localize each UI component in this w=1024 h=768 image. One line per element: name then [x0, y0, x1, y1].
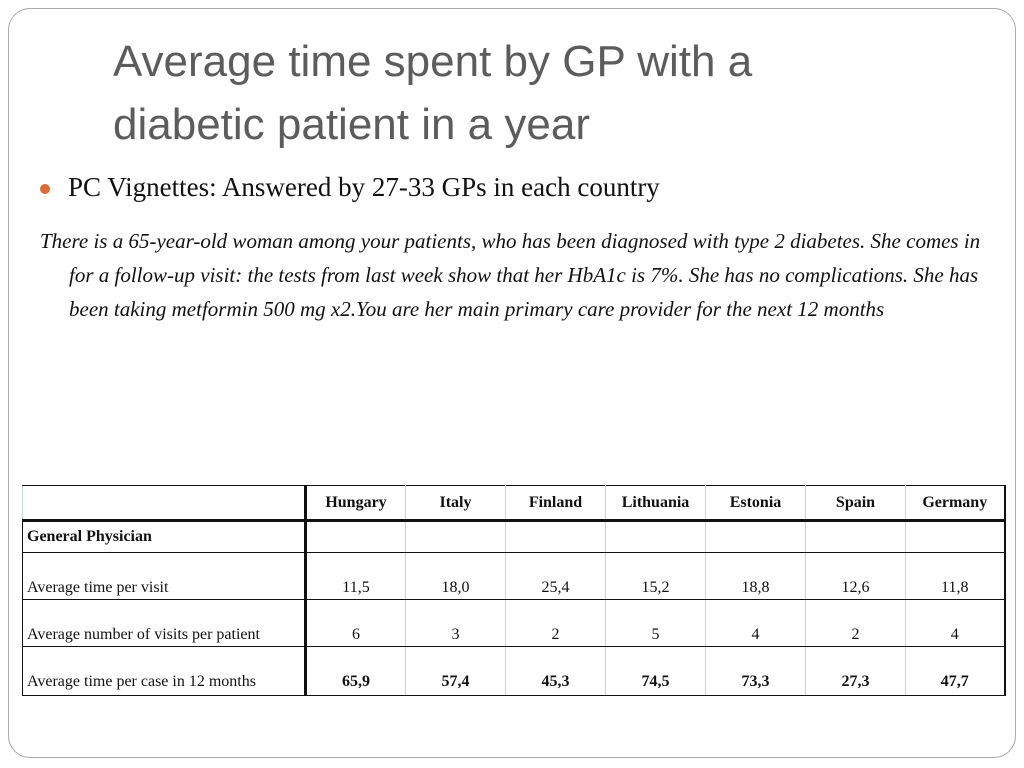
table-row: [23, 600, 1005, 647]
table-cell: 4: [906, 600, 1005, 647]
bullet-item: [40, 172, 660, 203]
table-cell: 5: [606, 600, 706, 647]
table-row: [23, 647, 1005, 696]
column-header: Spain: [806, 486, 906, 521]
table-cell: 6: [306, 600, 406, 647]
table-cell: 25,4: [506, 553, 606, 600]
column-header: Hungary: [306, 486, 406, 521]
table-cell: 45,3: [506, 647, 606, 696]
table-cell: 18,0: [406, 553, 506, 600]
table-cell: [906, 521, 1005, 553]
data-table: [22, 485, 1006, 696]
row-label: Average time per case in 12 months: [23, 647, 306, 696]
column-header: Germany: [906, 486, 1005, 521]
table-cell: 12,6: [806, 553, 906, 600]
column-header: Estonia: [706, 486, 806, 521]
table-cell: 11,5: [306, 553, 406, 600]
table-cell: [606, 521, 706, 553]
table-cell: [306, 521, 406, 553]
column-header: Finland: [506, 486, 606, 521]
table-cell: 4: [706, 600, 806, 647]
data-table-container: [22, 485, 1004, 690]
slide-title: Average time spent by GP with a diabetic patient in a year: [113, 37, 753, 149]
table-cell: [406, 521, 506, 553]
table-cell: 27,3: [806, 647, 906, 696]
table-cell: 2: [506, 600, 606, 647]
column-header: Italy: [406, 486, 506, 521]
table-cell: 11,8: [906, 553, 1005, 600]
table-cell: 18,8: [706, 553, 806, 600]
table-cell: [506, 521, 606, 553]
row-label: Average time per visit: [23, 553, 306, 600]
section-label: General Physician: [23, 521, 306, 553]
table-section-row: [23, 521, 1005, 553]
table-cell: 65,9: [306, 647, 406, 696]
table-cell: 47,7: [906, 647, 1005, 696]
table-header-row: [23, 486, 1005, 521]
table-row: [23, 553, 1005, 600]
table-cell: 74,5: [606, 647, 706, 696]
table-cell: 57,4: [406, 647, 506, 696]
table-cell: 2: [806, 600, 906, 647]
column-header: Lithuania: [606, 486, 706, 521]
table-cell: 73,3: [706, 647, 806, 696]
bullet-dot-icon: [40, 184, 50, 194]
vignette-text: There is a 65-year-old woman among your patients, who has been diagnosed with type 2 diabetes. She comes in for a follow-up visit: the tests from last week show that her HbA1c is 7%. She has no complications. She has been taking metformin 500 mg x2.You are her main primary care provider for the next 12 months: [40, 229, 981, 321]
table-corner-cell: [23, 486, 306, 521]
table-cell: [706, 521, 806, 553]
table-cell: 15,2: [606, 553, 706, 600]
table-cell: [806, 521, 906, 553]
table-cell: 3: [406, 600, 506, 647]
bullet-text: PC Vignettes: Answered by 27-33 GPs in each country: [68, 172, 660, 202]
row-label: Average number of visits per patient: [23, 600, 306, 647]
